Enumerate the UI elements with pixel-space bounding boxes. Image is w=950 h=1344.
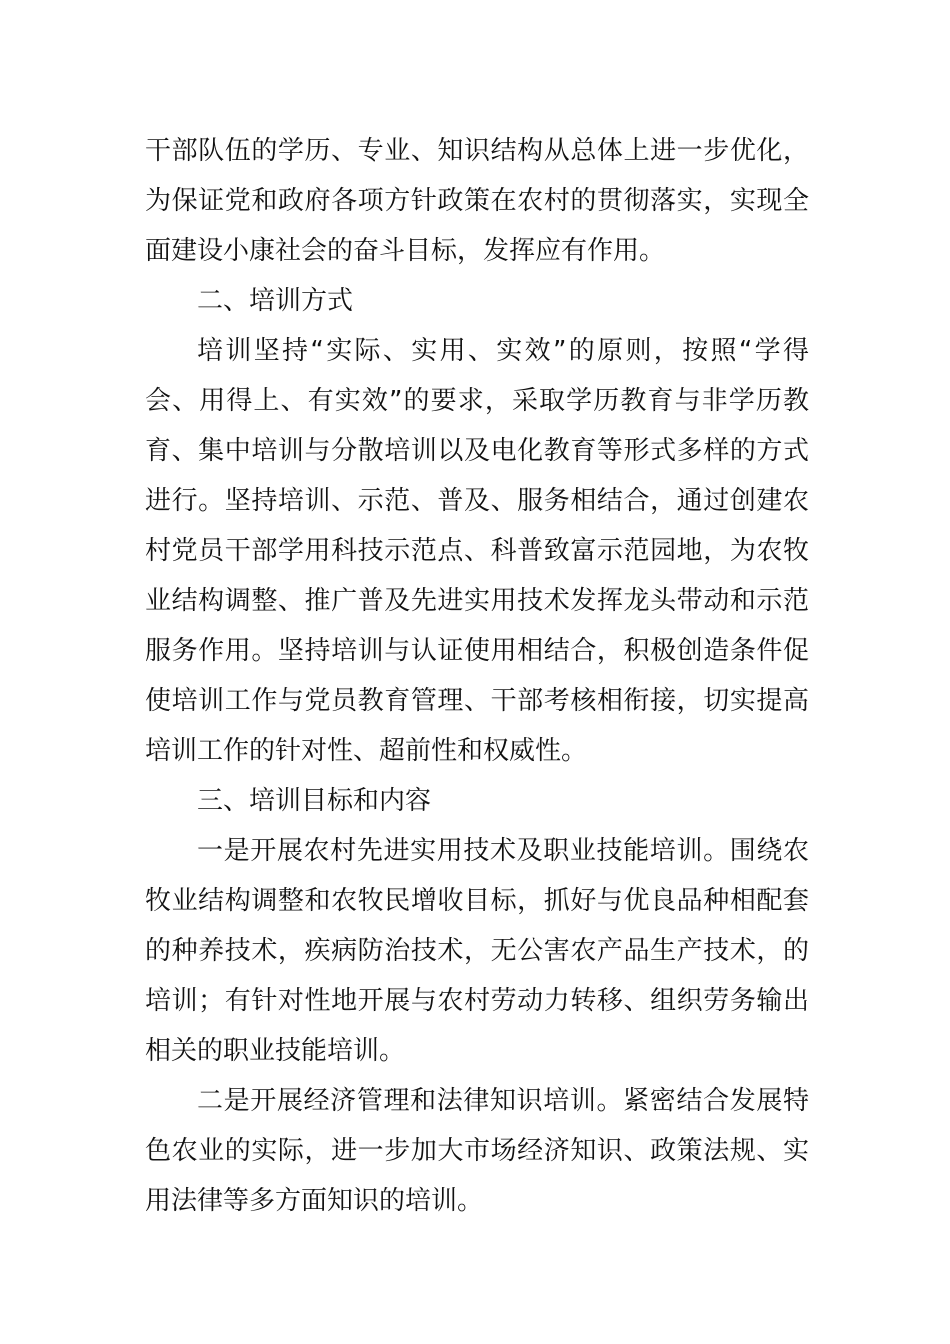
paragraph-technical-training: 一是开展农村先进实用技术及职业技能培训。围绕农牧业结构调整和农牧民增收目标，抓好与优良品种相配套的种养技术，疾病防治技术，无公害农产品生产技术，的培训；有针对性地开展与农村劳动力转移、组织劳务输出相关的职业技能培训。 — [145, 836, 809, 1066]
document-body — [145, 126, 809, 1226]
paragraph-training-method: 培训坚持“实际、实用、实效”的原则，按照“学得会、用得上、有实效”的要求，采取学历教育与非学历教育、集中培训与分散培训以及电化教育等形式多样的方式进行。坚持培训、示范、普及、服务相结合，通过创建农村党员干部学用科技示范点、科普致富示范园地，为农牧业结构调整、推广普及先进实用技术发挥龙头带动和示范服务作用。坚持培训与认证使用相结合，积极创造条件促使培训工作与党员教育管理、干部考核相衔接，切实提高培训工作的针对性、超前性和权威性。 — [145, 336, 809, 766]
paragraph-economic-legal-training: 二是开展经济管理和法律知识培训。紧密结合发展特色农业的实际，进一步加大市场经济知识、政策法规、实用法律等多方面知识的培训。 — [145, 1086, 809, 1216]
section-heading-training-goals: 三、培训目标和内容 — [197, 786, 432, 816]
section-heading-training-method: 二、培训方式 — [197, 286, 354, 316]
paragraph-continuation: 干部队伍的学历、专业、知识结构从总体上进一步优化，为保证党和政府各项方针政策在农村的贯彻落实，实现全面建设小康社会的奋斗目标，发挥应有作用。 — [145, 136, 809, 266]
